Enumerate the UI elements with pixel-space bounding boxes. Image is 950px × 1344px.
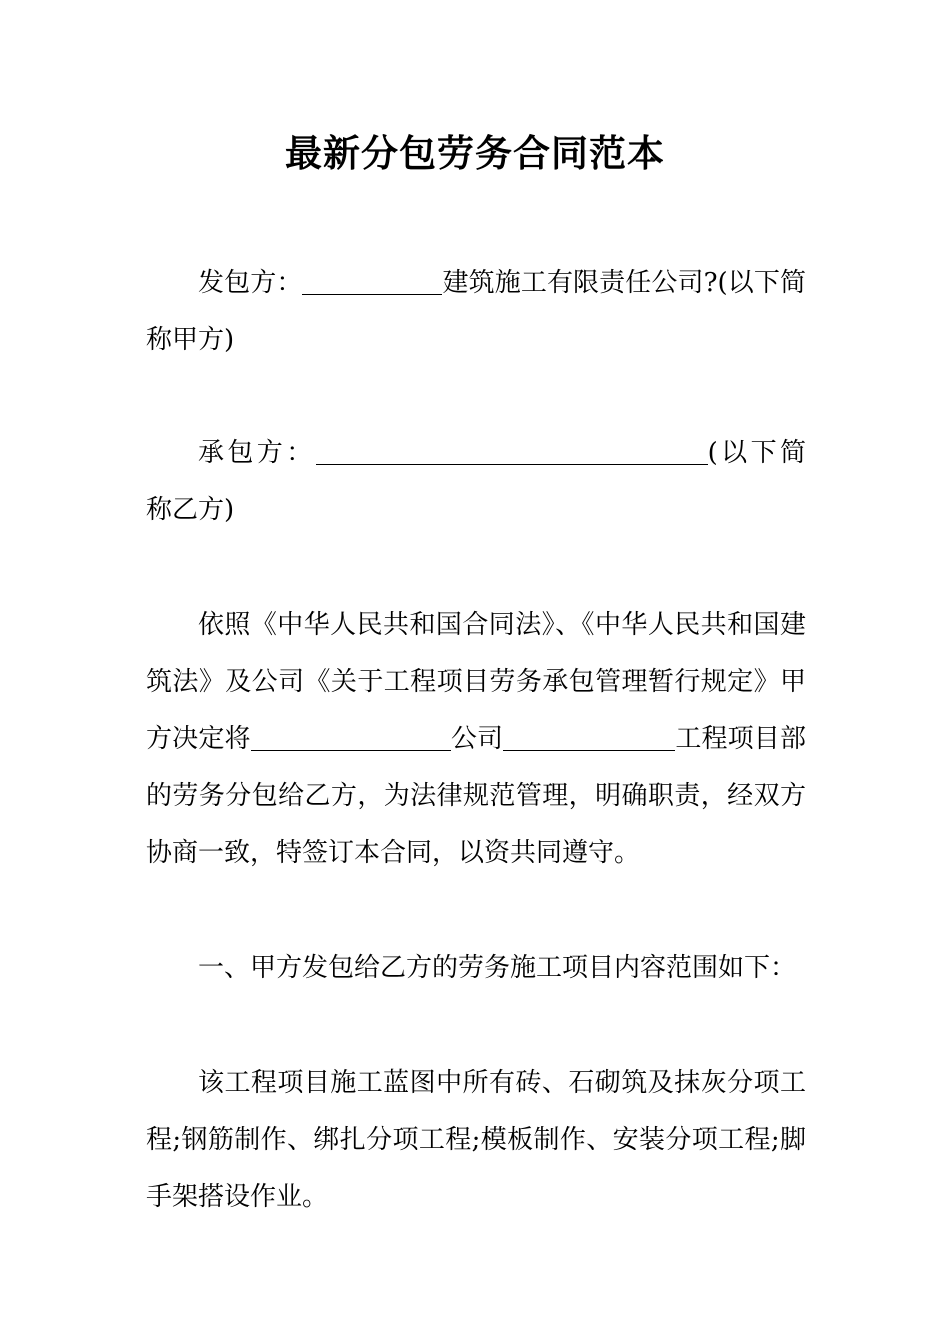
- party-a-suffix: 建筑施工有限责任公司?(以下简称甲方): [146, 268, 806, 355]
- company-name-blank: [251, 720, 451, 751]
- party-a-name-blank: [302, 264, 442, 295]
- party-b-suffix: (以下简称乙方): [146, 438, 806, 525]
- basis-paragraph: [146, 597, 806, 882]
- party-a-paragraph: [146, 255, 806, 369]
- basis-text-3: 工程项目部的劳务分包给乙方，为法律规范管理，明确职责，经双方协商一致，特签订本合同，以资共同遵守。: [146, 724, 806, 868]
- party-b-label: 承包方：: [198, 438, 316, 468]
- section1-body: 该工程项目施工蓝图中所有砖、石砌筑及抹灰分项工程;钢筋制作、绑扎分项工程;模板制作、安装分项工程;脚手架搭设作业。: [146, 1068, 806, 1212]
- party-b-name-blank: [316, 434, 708, 465]
- party-b-paragraph: [146, 425, 806, 539]
- document-title: 最新分包劳务合同范本: [285, 131, 665, 175]
- party-a-label: 发包方：: [198, 268, 303, 298]
- section1-heading: 一、甲方发包给乙方的劳务施工项目内容范围如下：: [198, 953, 797, 983]
- basis-text-2: 公司: [450, 724, 504, 754]
- project-name-blank: [503, 720, 675, 751]
- basis-text-1: 依照《中华人民共和国合同法》、《中华人民共和国建筑法》及公司《关于工程项目劳务承包管理暂行规定》甲方决定将: [146, 610, 806, 754]
